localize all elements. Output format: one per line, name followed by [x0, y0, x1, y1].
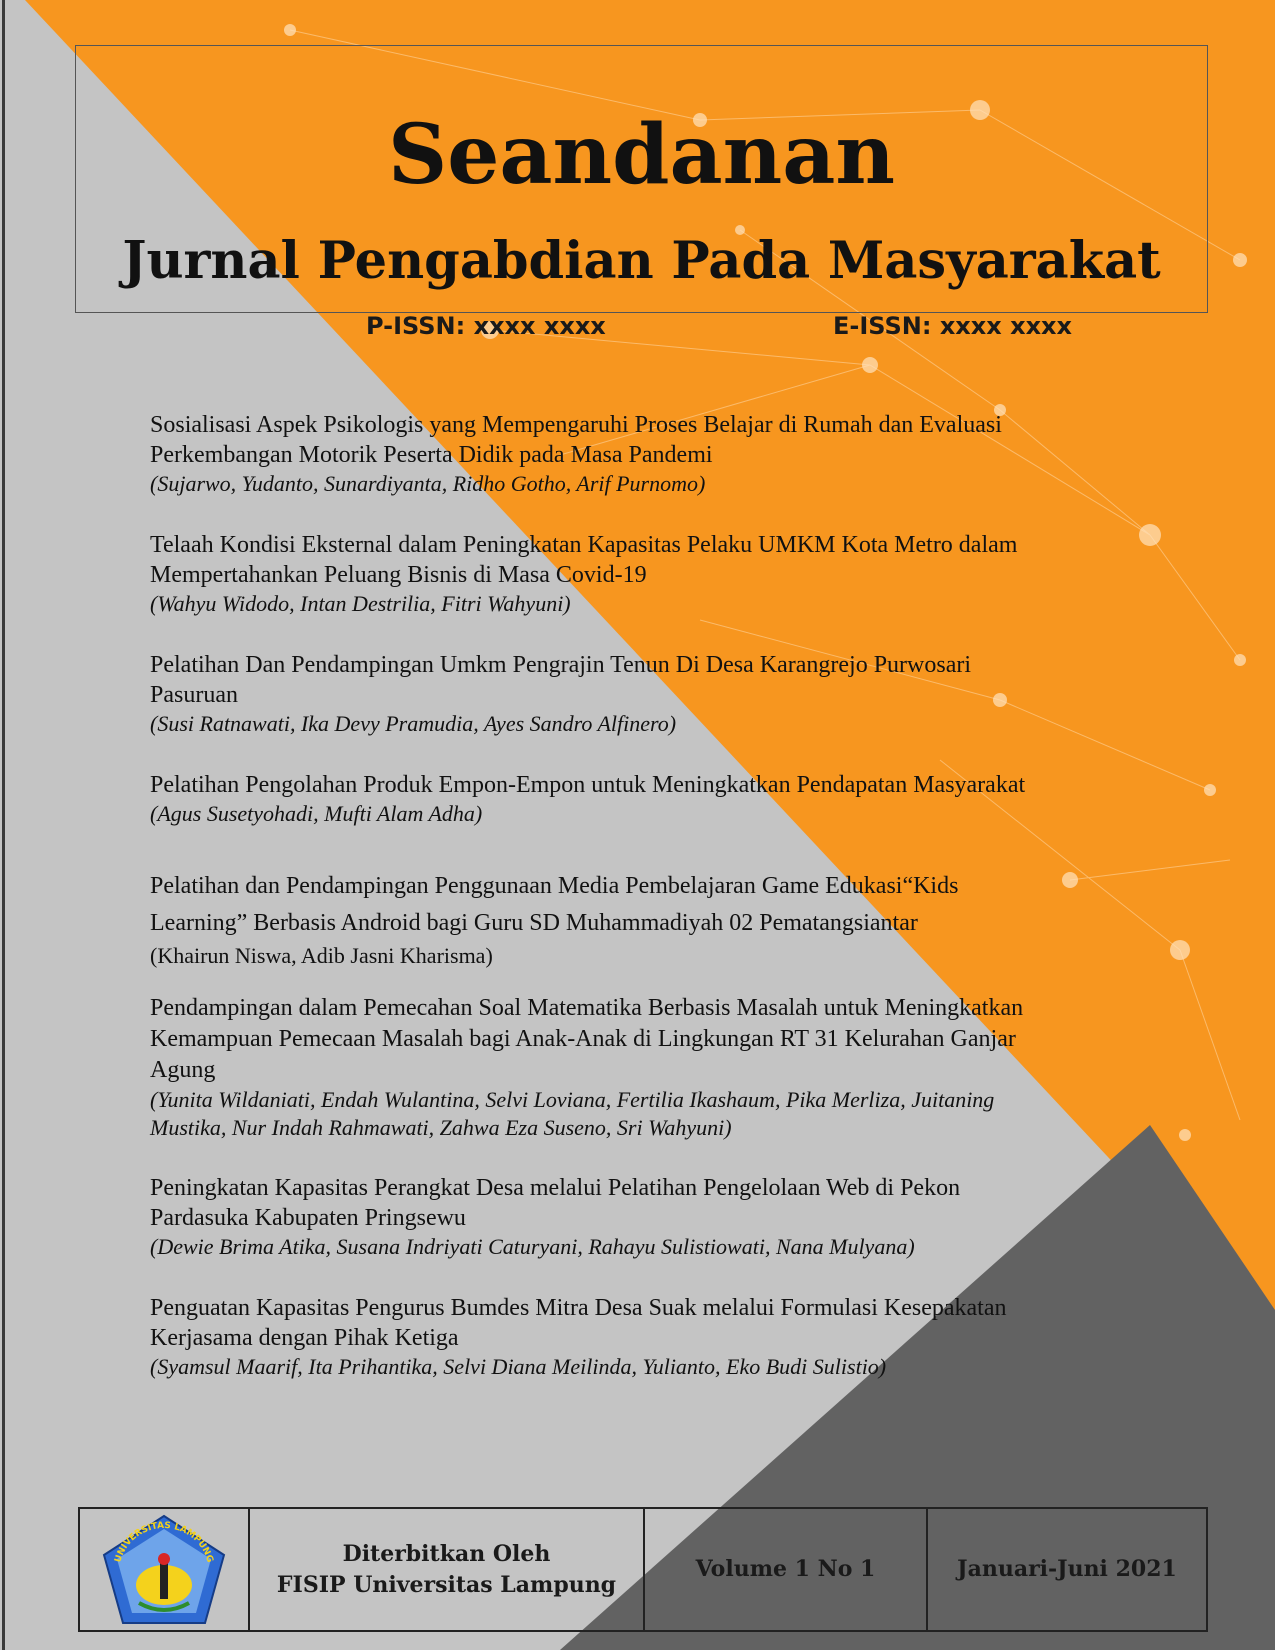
article-entry-8: [150, 1293, 1160, 1381]
article-authors: [150, 710, 1160, 738]
article-entry-3: [150, 650, 1160, 738]
article-authors-line: (Dewie Brima Atika, Susana Indriyati Caturyani, Rahayu Sulistiowati, Nana Mulyana): [150, 1234, 915, 1259]
article-authors: [150, 1086, 1160, 1142]
article-title: [150, 530, 1160, 590]
article-title-line: Sosialisasi Aspek Psikologis yang Mempengaruhi Proses Belajar di Rumah dan Evaluasi: [150, 412, 1002, 438]
article-title-line: Pelatihan dan Pendampingan Penggunaan Media Pembelajaran Game Edukasi“Kids: [150, 873, 959, 899]
article-title: [150, 993, 1160, 1086]
article-title-line: Kerjasama dengan Pihak Ketiga: [150, 1325, 459, 1351]
article-entry-2: [150, 530, 1160, 618]
left-edge-rule: [2, 0, 5, 1650]
article-authors-line: (Agus Susetyohadi, Mufti Alam Adha): [150, 801, 483, 826]
publisher-cell: [250, 1509, 645, 1630]
article-title-line: Perkembangan Motorik Peserta Didik pada Masa Pandemi: [150, 442, 713, 468]
article-title-line: Kemampuan Pemecaan Masalah bagi Anak-Anak di Lingkungan RT 31 Kelurahan Ganjar: [150, 1026, 1016, 1052]
electronic-issn: E-ISSN: xxxx xxxx: [833, 312, 1073, 340]
article-title-line: Pasuruan: [150, 682, 238, 708]
article-authors: [150, 1353, 1160, 1381]
journal-title: Seandanan: [388, 107, 895, 203]
article-title: [150, 1173, 1160, 1233]
article-entry-6: [150, 993, 1160, 1142]
article-title: [150, 770, 1160, 800]
masthead-box: [75, 45, 1208, 340]
volume-cell: [645, 1509, 928, 1630]
article-authors-line: (Khairun Niswa, Adib Jasni Kharisma): [150, 943, 493, 968]
svg-text:UNIVERSITAS LAMPUNG: UNIVERSITAS LAMPUNG: [113, 1520, 215, 1564]
article-entry-5: [150, 868, 1160, 970]
article-title-line: Telaah Kondisi Eksternal dalam Peningkatan Kapasitas Pelaku UMKM Kota Metro dalam: [150, 532, 1018, 558]
article-title-line: Pardasuka Kabupaten Pringsewu: [150, 1205, 466, 1231]
article-authors-line: Mustika, Nur Indah Rahmawati, Zahwa Eza Suseno, Sri Wahyuni): [150, 1115, 732, 1140]
print-issn: P-ISSN: xxxx xxxx: [366, 312, 606, 340]
article-authors: [150, 590, 1160, 618]
article-authors-line: (Sujarwo, Yudanto, Sunardiyanta, Ridho Gotho, Arif Purnomo): [150, 471, 706, 496]
university-seal-logo: [97, 1513, 231, 1627]
article-authors: [150, 470, 1160, 498]
article-title: [150, 410, 1160, 470]
period-cell: [928, 1509, 1206, 1630]
university-logo-cell: [80, 1509, 250, 1630]
article-entry-1: [150, 410, 1160, 498]
article-title: [150, 1293, 1160, 1353]
article-title: [150, 650, 1160, 710]
article-title-line: Agung: [150, 1057, 216, 1083]
article-title-line: Learning” Berbasis Android bagi Guru SD Muhammadiyah 02 Pematangsiantar: [150, 910, 918, 936]
article-authors-line: (Yunita Wildaniati, Endah Wulantina, Selvi Loviana, Fertilia Ikashaum, Pika Merliza, Juitaning: [150, 1087, 995, 1112]
article-title-line: Pelatihan Pengolahan Produk Empon-Empon untuk Meningkatkan Pendapatan Masyarakat: [150, 772, 1026, 798]
published-by-label: Diterbitkan Oleh: [342, 1540, 551, 1567]
article-title-line: Pelatihan Dan Pendampingan Umkm Pengrajin Tenun Di Desa Karangrejo Purwosari: [150, 652, 972, 678]
volume-number: Volume 1 No 1: [695, 1556, 876, 1582]
article-title: [150, 868, 1160, 942]
article-authors: [150, 942, 1160, 970]
article-title-line: Peningkatan Kapasitas Perangkat Desa melalui Pelatihan Pengelolaan Web di Pekon: [150, 1175, 961, 1201]
article-entry-4: [150, 770, 1160, 828]
publication-period: Januari-Juni 2021: [957, 1556, 1177, 1582]
journal-subtitle: Jurnal Pengabdian Pada Masyarakat: [122, 231, 1161, 291]
article-title-line: Mempertahankan Peluang Bisnis di Masa Covid-19: [150, 562, 647, 588]
publisher-name: FISIP Universitas Lampung: [276, 1571, 617, 1598]
article-entry-7: [150, 1173, 1160, 1261]
article-authors: [150, 800, 1160, 828]
article-title-line: Penguatan Kapasitas Pengurus Bumdes Mitra Desa Suak melalui Formulasi Kesepakatan: [150, 1295, 1007, 1321]
article-authors-line: (Syamsul Maarif, Ita Prihantika, Selvi Diana Meilinda, Yulianto, Eko Budi Sulistio): [150, 1354, 887, 1379]
article-authors: [150, 1233, 1160, 1261]
article-authors-line: (Wahyu Widodo, Intan Destrilia, Fitri Wahyuni): [150, 591, 571, 616]
publisher-footer: [78, 1507, 1208, 1632]
article-authors-line: (Susi Ratnawati, Ika Devy Pramudia, Ayes Sandro Alfinero): [150, 711, 677, 736]
article-title-line: Pendampingan dalam Pemecahan Soal Matematika Berbasis Masalah untuk Meningkatkan: [150, 995, 1024, 1021]
